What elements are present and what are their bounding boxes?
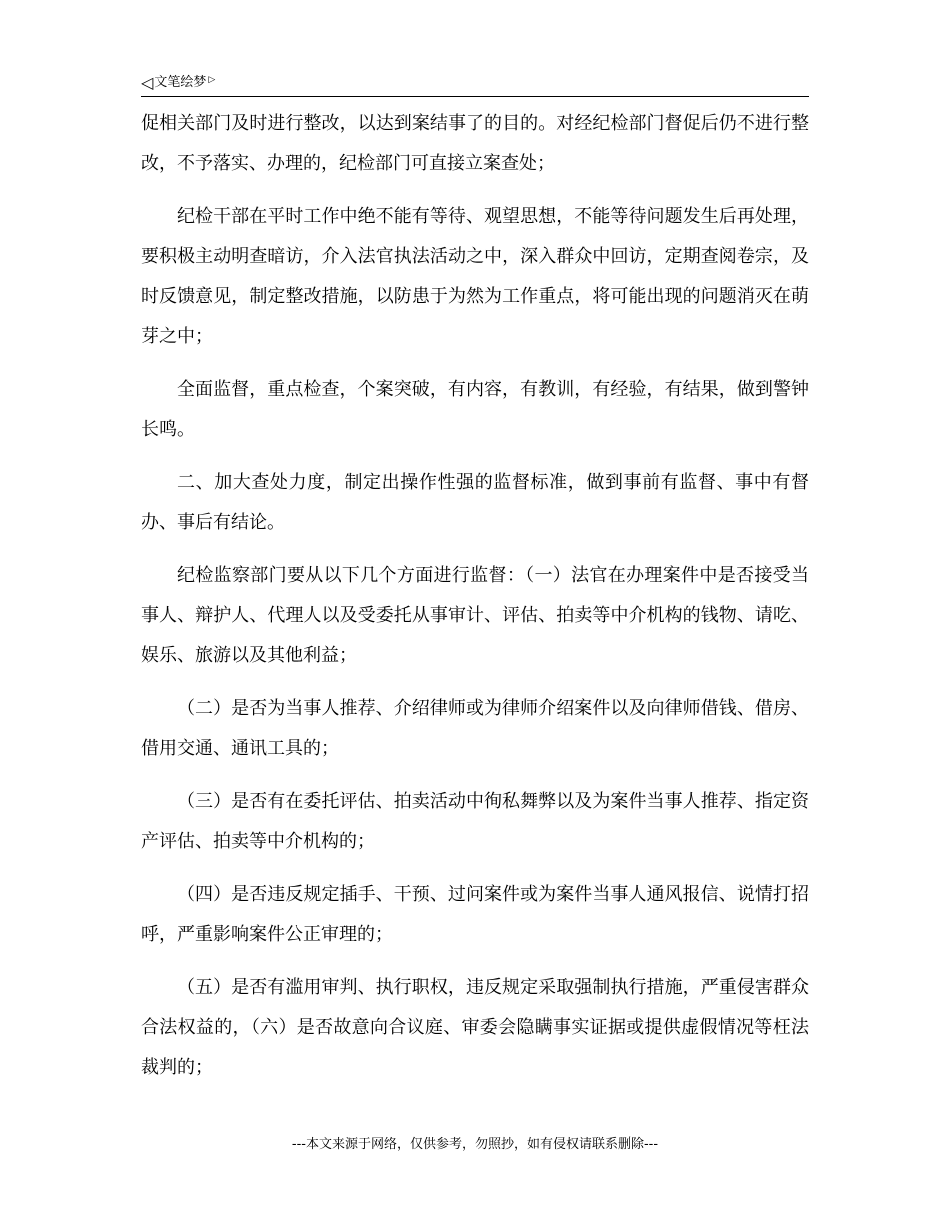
paragraph-2: 纪检干部在平时工作中绝不能有等待、观望思想，不能等待问题发生后再处理，要积极主动明查暗访，介入法官执法活动之中，深入群众中回访，定期查阅卷宗，及时反馈意见，制定整改措施，以防患于为然为工作重点，将可能出现的问题消灭在萌芽之中； [141, 206, 809, 347]
paragraph-4: 二、加大查处力度，制定出操作性强的监督标准，做到事前有监督、事中有督办、事后有结论。 [141, 472, 809, 533]
paragraph-8: （四）是否违反规定插手、干预、过问案件或为案件当事人通风报信、说情打招呼，严重影响案件公正审理的； [141, 884, 809, 945]
paragraph-6: （二）是否为当事人推荐、介绍律师或为律师介绍案件以及向律师借钱、借房、借用交通、通讯工具的； [141, 698, 809, 759]
triangle-right-icon: ▷ [208, 75, 216, 85]
triangle-left-icon: ◁ [141, 73, 154, 92]
document-body [141, 104, 809, 1101]
paragraph-5: 纪检监察部门要从以下几个方面进行监督：（一）法官在办理案件中是否接受当事人、辩护人、代理人以及受委托从事审计、评估、拍卖等中介机构的钱物、请吃、娱乐、旅游以及其他利益； [141, 565, 809, 666]
paragraph-7: （三）是否有在委托评估、拍卖活动中徇私舞弊以及为案件当事人推荐、指定资产评估、拍卖等中介机构的； [141, 791, 809, 852]
paragraph-1: 促相关部门及时进行整改，以达到案结事了的目的。对经纪检部门督促后仍不进行整改，不予落实、办理的，纪检部门可直接立案查处； [141, 113, 809, 174]
paragraph-9: （五）是否有滥用审判、执行职权，违反规定采取强制执行措施，严重侵害群众合法权益的，（六）是否故意向合议庭、审委会隐瞒事实证据或提供虚假情况等枉法裁判的； [141, 977, 809, 1078]
page-header [141, 74, 809, 97]
page-footer: ---本文来源于网络，仅供参考，勿照抄，如有侵权请联系删除--- [291, 1137, 659, 1152]
paragraph-3: 全面监督，重点检查，个案突破，有内容，有教训，有经验，有结果，做到警钟长鸣。 [141, 379, 809, 440]
header-title: 文笔绘梦 [154, 75, 207, 90]
